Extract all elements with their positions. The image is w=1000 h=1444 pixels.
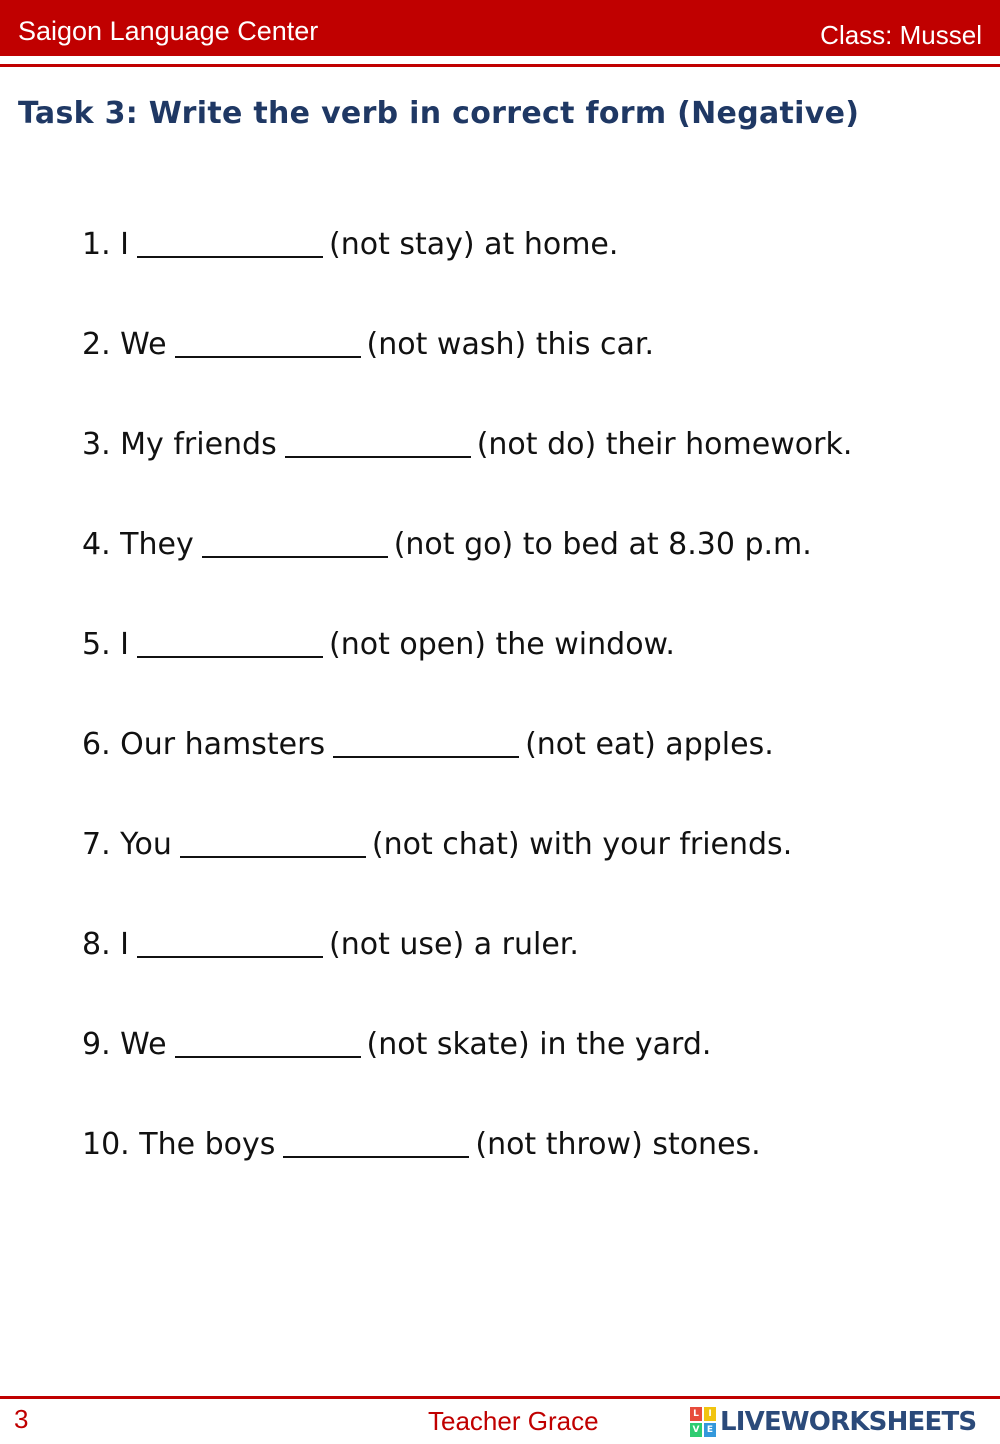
question-item — [82, 1122, 852, 1222]
question-item — [82, 622, 852, 722]
header-divider — [0, 64, 1000, 67]
answer-blank[interactable] — [333, 726, 519, 758]
question-end: (not eat) apples. — [525, 727, 774, 762]
question-item — [82, 222, 852, 322]
question-start: 7. You — [82, 827, 172, 862]
question-start: 3. My friends — [82, 427, 277, 462]
logo-icon-letter: I — [704, 1407, 716, 1421]
question-item — [82, 922, 852, 1022]
question-start: 5. I — [82, 627, 130, 662]
answer-blank[interactable] — [175, 1026, 361, 1058]
teacher-name: Teacher Grace — [428, 1406, 599, 1436]
question-item — [82, 522, 852, 622]
footer-divider — [0, 1396, 1000, 1399]
question-start: 9. We — [82, 1027, 167, 1062]
answer-blank[interactable] — [137, 926, 323, 958]
question-start: 8. I — [82, 927, 130, 962]
question-item — [82, 322, 852, 422]
answer-blank[interactable] — [285, 426, 471, 458]
question-item — [82, 722, 852, 822]
question-start: 10. The boys — [82, 1127, 276, 1162]
question-end: (not open) the window. — [329, 627, 675, 662]
question-item — [82, 822, 852, 922]
question-end: (not chat) with your friends. — [371, 827, 793, 862]
question-start: 2. We — [82, 327, 167, 362]
liveworksheets-icon — [690, 1407, 716, 1437]
header-bar — [0, 0, 1000, 56]
answer-blank[interactable] — [283, 1126, 469, 1158]
question-item — [82, 422, 852, 522]
question-start: 6. Our hamsters — [82, 727, 326, 762]
question-end: (not skate) in the yard. — [366, 1027, 712, 1062]
liveworksheets-wordmark: LIVEWORKSHEETS — [720, 1407, 977, 1437]
answer-blank[interactable] — [175, 326, 361, 358]
question-end: (not stay) at home. — [329, 227, 619, 262]
page-number: 3 — [14, 1404, 29, 1434]
question-end: (not wash) this car. — [366, 327, 654, 362]
question-item — [82, 1022, 852, 1122]
logo-icon-letter: V — [690, 1423, 702, 1437]
liveworksheets-logo[interactable] — [690, 1404, 976, 1440]
logo-icon-letter: E — [704, 1423, 716, 1437]
question-list — [82, 222, 852, 1222]
question-end: (not throw) stones. — [475, 1127, 761, 1162]
answer-blank[interactable] — [180, 826, 366, 858]
answer-blank[interactable] — [202, 526, 388, 558]
question-start: 4. They — [82, 527, 194, 562]
question-end: (not use) a ruler. — [329, 927, 579, 962]
class-label: Class: Mussel — [820, 20, 982, 50]
answer-blank[interactable] — [137, 626, 323, 658]
answer-blank[interactable] — [137, 226, 323, 258]
question-start: 1. I — [82, 227, 130, 262]
task-title: Task 3: Write the verb in correct form (Negative) — [18, 96, 860, 131]
question-end: (not do) their homework. — [476, 427, 853, 462]
school-name: Saigon Language Center — [18, 16, 319, 46]
question-end: (not go) to bed at 8.30 p.m. — [393, 527, 812, 562]
logo-icon-letter: L — [690, 1407, 702, 1421]
